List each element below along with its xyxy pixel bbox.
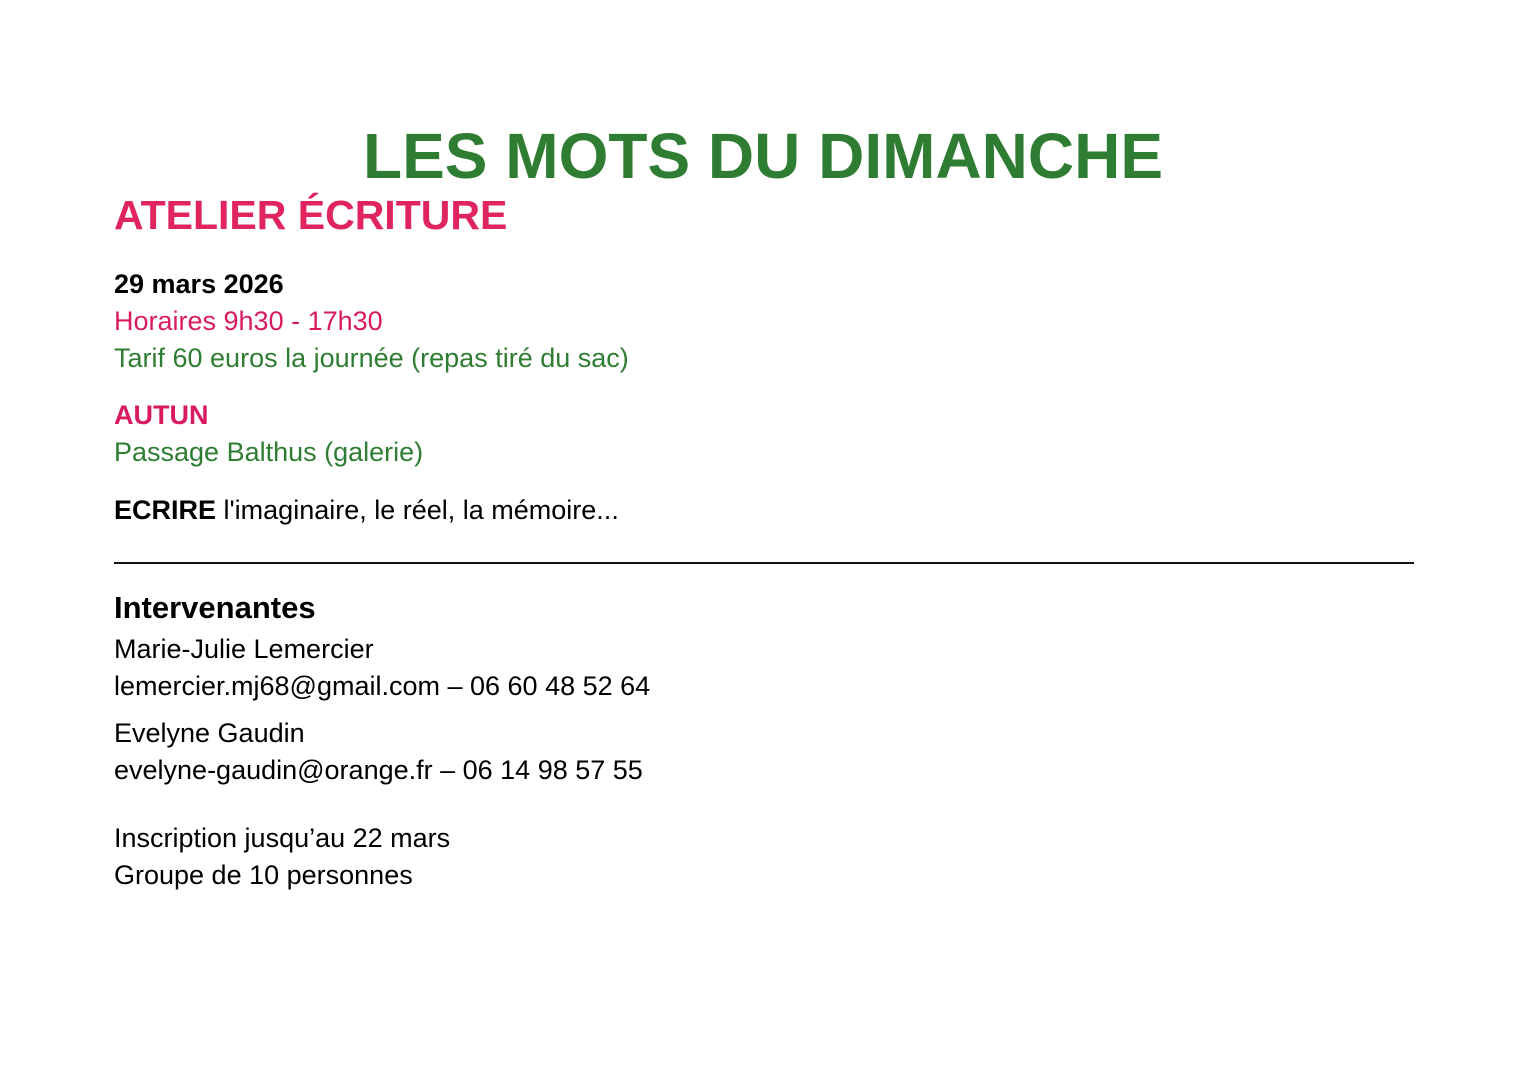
page-subtitle: ATELIER ÉCRITURE xyxy=(114,192,508,238)
location-city: AUTUN xyxy=(114,400,209,430)
tagline xyxy=(114,494,619,526)
speaker-contact: lemercier.mj68@gmail.com – 06 60 48 52 64 xyxy=(114,671,651,701)
registration-deadline: Inscription jusqu’au 22 mars xyxy=(114,823,451,853)
event-hours: Horaires 9h30 - 17h30 xyxy=(114,306,383,336)
speaker-name: Marie-Julie Lemercier xyxy=(114,634,374,664)
section-divider xyxy=(114,562,1414,564)
event-date: 29 mars 2026 xyxy=(114,269,284,299)
event-price: Tarif 60 euros la journée (repas tiré du sac) xyxy=(114,343,629,373)
page-title: LES MOTS DU DIMANCHE xyxy=(363,120,1163,192)
speakers-heading: Intervenantes xyxy=(114,590,316,625)
location-venue: Passage Balthus (galerie) xyxy=(114,437,424,467)
speaker-name: Evelyne Gaudin xyxy=(114,718,305,748)
tagline-keyword: ECRIRE xyxy=(114,495,217,525)
tagline-text: l'imaginaire, le réel, la mémoire... xyxy=(216,495,619,525)
speaker-contact: evelyne-gaudin@orange.fr – 06 14 98 57 55 xyxy=(114,755,643,785)
group-size: Groupe de 10 personnes xyxy=(114,860,413,890)
